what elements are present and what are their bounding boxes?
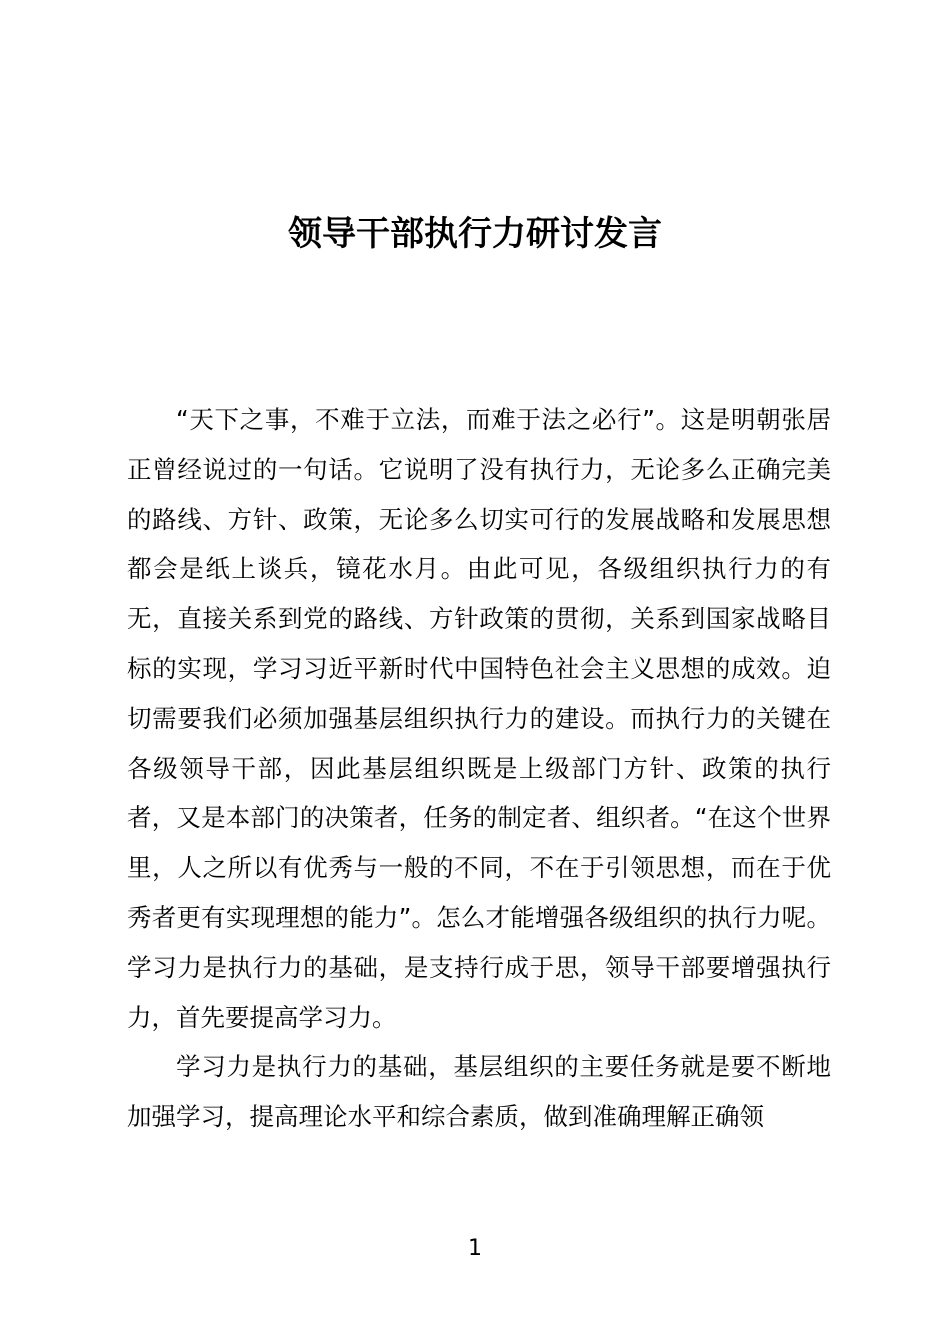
document-body xyxy=(127,395,831,1142)
page-number: 1 xyxy=(468,1236,482,1261)
paragraph-2: 学习力是执行力的基础，基层组织的主要任务就是要不断地加强学习，提高理论水平和综合素质，做到准确理解正确领 xyxy=(127,1052,831,1132)
document-title: 领导干部执行力研讨发言 xyxy=(288,214,662,254)
paragraph-1: “天下之事，不难于立法，而难于法之必行”。这是明朝张居正曾经说过的一句话。它说明了没有执行力，无论多么正确完美的路线、方针、政策，无论多么切实可行的发展战略和发展思想都会是纸上谈兵，镜花水月。由此可见，各级组织执行力的有无，直接关系到党的路线、方针政策的贯彻，关系到国家战略目标的实现，学习习近平新时代中国特色社会主义思想的成效。迫切需要我们必须加强基层组织执行力的建设。而执行力的关键在各级领导干部，因此基层组织既是上级部门方针、政策的执行者，又是本部门的决策者，任务的制定者、组织者。“在这个世界里，人之所以有优秀与一般的不同，不在于引领思想，而在于优秀者更有实现理想的能力”。怎么才能增强各级组织的执行力呢。学习力是执行力的基础，是支持行成于思，领导干部要增强执行力，首先要提高学习力。 xyxy=(127,405,831,1032)
